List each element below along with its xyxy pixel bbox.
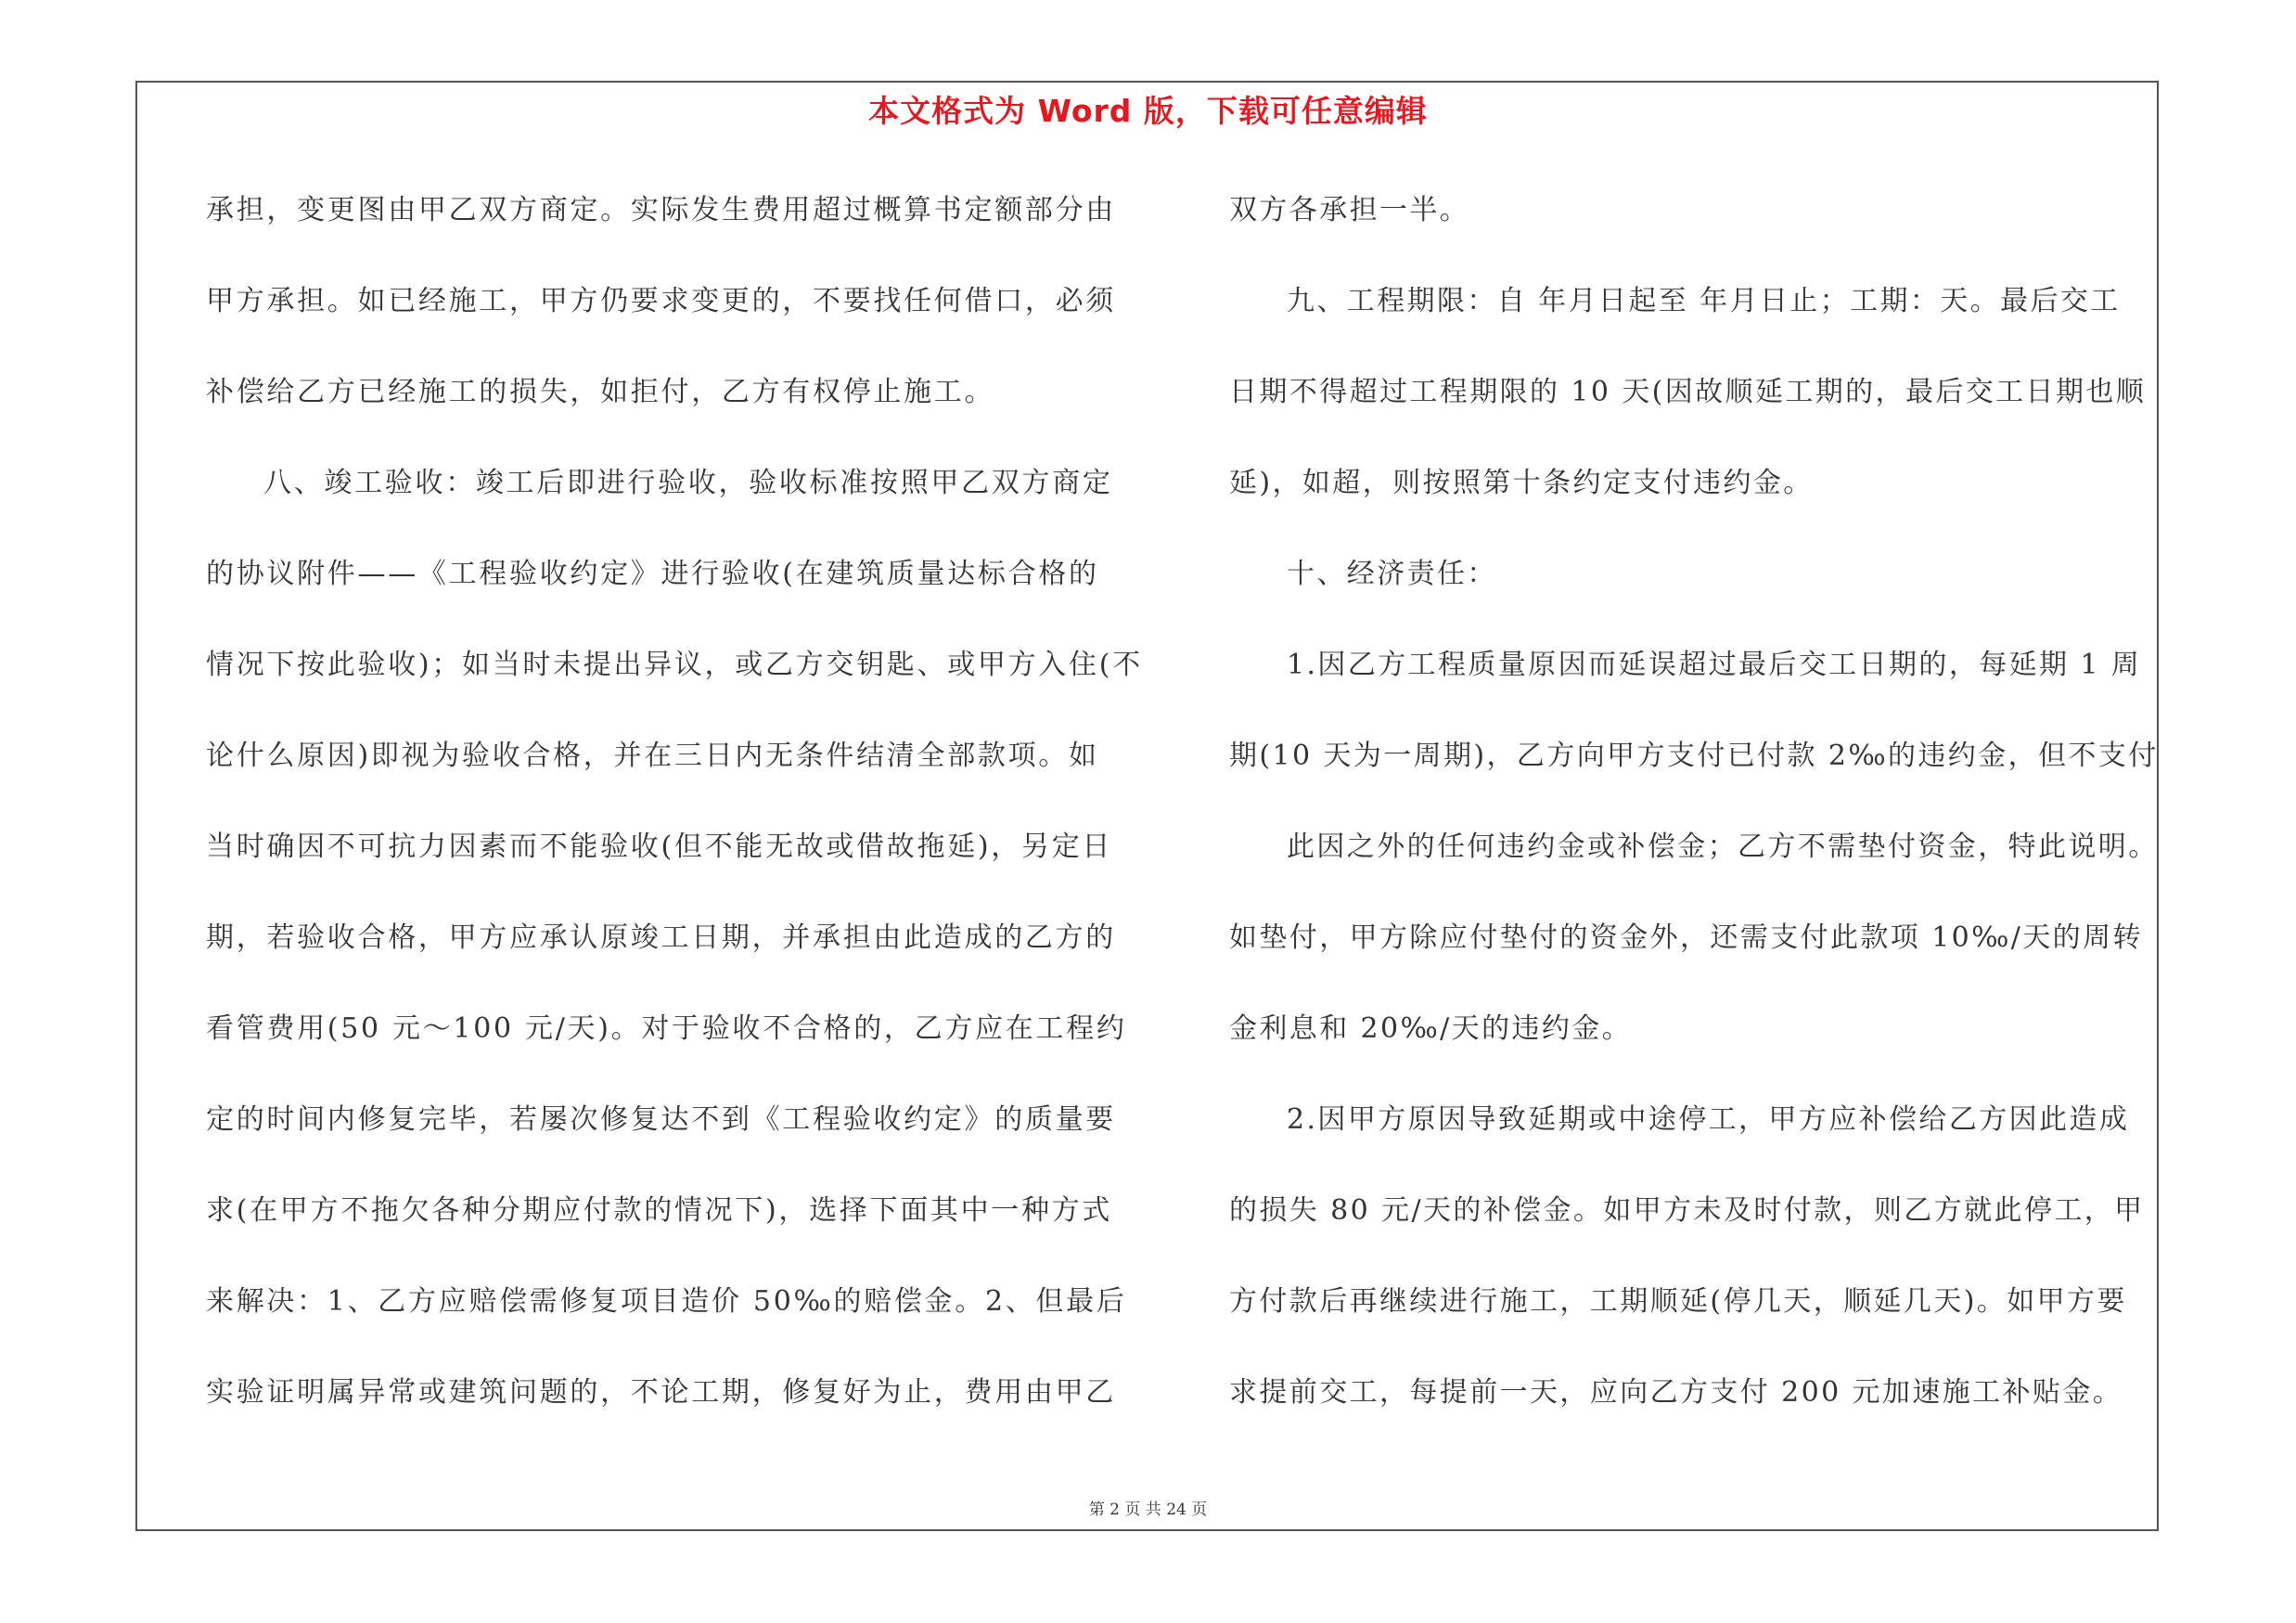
- text-line: 看管费用(50 元～100 元/天)。对于验收不合格的，乙方应在工程约: [206, 1012, 1127, 1045]
- text-line: 情况下按此验收)；如当时未提出异议，或乙方交钥匙、或甲方入住(不: [206, 649, 1143, 681]
- text-line: 求提前交工，每提前一天，应向乙方支付 200 元加速施工补贴金。: [1229, 1376, 2123, 1409]
- text-line: 延)，如超，则按照第十条约定支付违约金。: [1229, 467, 1814, 499]
- section-heading-line: 九、工程期限：自 年月日起至 年月日止；工期：天。最后交工: [1287, 285, 2121, 317]
- text-line: 当时确因不可抗力因素而不能验收(但不能无故或借故拖延)，另定日: [206, 831, 1113, 863]
- text-line: 来解决：1、乙方应赔偿需修复项目造价 50‰的赔偿金。2、但最后: [206, 1285, 1127, 1318]
- text-line: 甲方承担。如已经施工，甲方仍要求变更的，不要找任何借口，必须: [206, 285, 1116, 317]
- text-line: 定的时间内修复完毕，若屡次修复达不到《工程验收约定》的质量要: [206, 1103, 1116, 1136]
- text-line: 补偿给乙方已经施工的损失，如拒付，乙方有权停止施工。: [206, 376, 995, 408]
- text-line: 实验证明属异常或建筑问题的，不论工期，修复好为止，费用由甲乙: [206, 1376, 1116, 1409]
- text-line: 如垫付，甲方除应付垫付的资金外，还需支付此款项 10‰/天的周转: [1229, 921, 2143, 954]
- text-line: 的损失 80 元/天的补偿金。如甲方未及时付款，则乙方就此停工，甲: [1229, 1194, 2145, 1227]
- text-line: 此因之外的任何违约金或补偿金；乙方不需垫付资金，特此说明。: [1287, 831, 2159, 863]
- text-line: 期，若验收合格，甲方应承认原竣工日期，并承担由此造成的乙方的: [206, 921, 1116, 954]
- text-line: 方付款后再继续进行施工，工期顺延(停几天，顺延几天)。如甲方要: [1229, 1285, 2127, 1318]
- section-heading-line: 八、竣工验收：竣工后即进行验收，验收标准按照甲乙双方商定: [263, 467, 1113, 499]
- text-line: 承担，变更图由甲乙双方商定。实际发生费用超过概算书定额部分由: [206, 194, 1116, 226]
- text-line: 金利息和 20‰/天的违约金。: [1229, 1012, 1633, 1045]
- right-text-column: [1229, 187, 2166, 1461]
- document-header-title: 本文格式为 Word 版，下载可任意编辑: [868, 93, 1428, 129]
- page-number-footer: 第 2 页 共 24 页: [1088, 1501, 1208, 1519]
- clause-line: 2.因甲方原因导致延期或中途停工，甲方应补偿给乙方因此造成: [1287, 1103, 2130, 1136]
- text-line: 求(在甲方不拖欠各种分期应付款的情况下)，选择下面其中一种方式: [206, 1194, 1113, 1227]
- text-line: 日期不得超过工程期限的 10 天(因故顺延工期的，最后交工日期也顺: [1229, 376, 2147, 408]
- text-line: 双方各承担一半。: [1229, 194, 1470, 226]
- text-line: 期(10 天为一周期)，乙方向甲方支付已付款 2‰的违约金，但不支付: [1229, 740, 2159, 772]
- clause-line: 1.因乙方工程质量原因而延误超过最后交工日期的，每延期 1 周: [1287, 649, 2142, 681]
- text-line: 的协议附件——《工程验收约定》进行验收(在建筑质量达标合格的: [206, 558, 1099, 590]
- text-line: 论什么原因)即视为验收合格，并在三日内无条件结清全部款项。如: [206, 740, 1099, 772]
- section-heading-line: 十、经济责任：: [1287, 558, 1497, 590]
- left-text-column: [206, 187, 1143, 1461]
